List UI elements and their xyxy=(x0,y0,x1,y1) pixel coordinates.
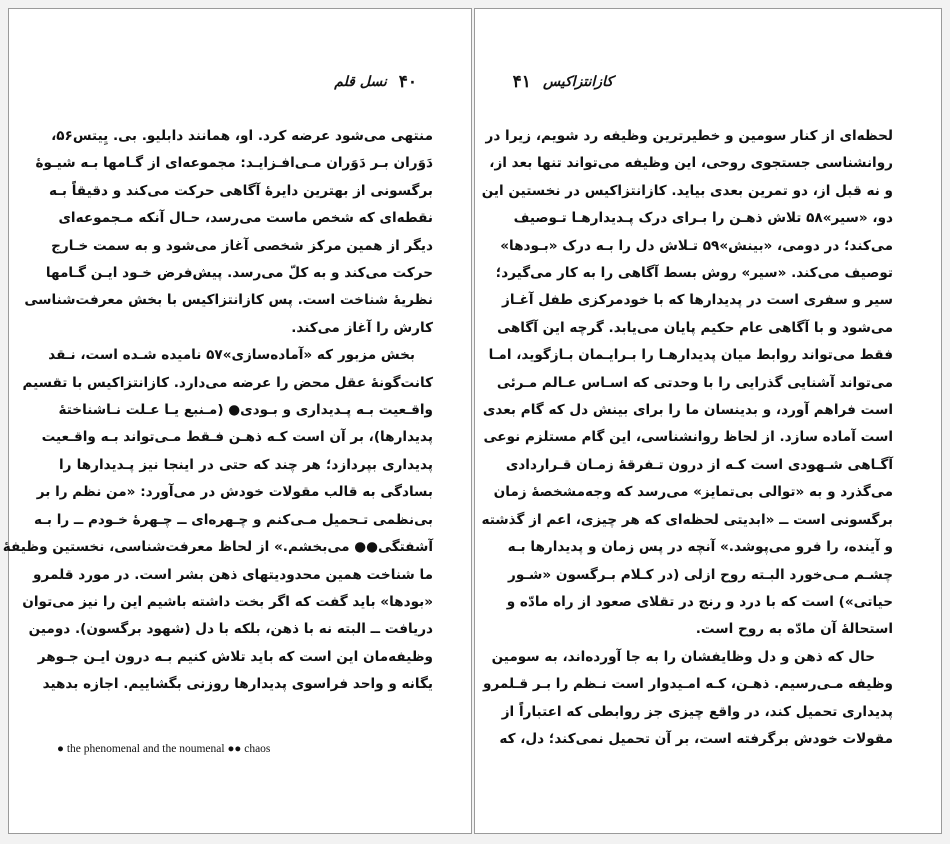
left-page xyxy=(2,8,472,834)
text-line: نقطه‌ای که شخص ماست می‌رسد، حـال آنکه مـجموعه‌ای xyxy=(58,210,433,227)
left-running-head xyxy=(334,69,417,95)
right-body-text xyxy=(481,123,893,753)
text-line: می‌تواند آشنایی گذرایی را با وحدتی که اسـاس عـالم مـرئی xyxy=(496,374,893,391)
text-line: می‌شود و با آگاهی عام حکیم پایان می‌یابد. گرچه این آگاهی xyxy=(497,319,893,336)
text-line: است فراهم آورد، و بدینسان ما را برای بینش دل که گام بعدی xyxy=(482,402,893,419)
text-line: کارش را آغاز می‌کند. xyxy=(291,319,433,336)
text-line: بسادگی به قالب مقولات خودش در می‌آورد: «من نظم را بر xyxy=(36,484,433,501)
text-line: دو، «سیر»۵۸ تلاش ذهـن را بـرای درک پـدیدارهـا تـوصیف xyxy=(513,210,893,227)
text-line: بی‌نظمی تـحمیل مـی‌کنم و چـهره‌ای ــ چـهرهٔ خـودم ــ را بـه xyxy=(33,511,433,528)
text-line: استحالهٔ آن مادّه به روح است. xyxy=(695,621,893,638)
left-body-text xyxy=(2,123,433,699)
text-line: پدیداری تحمیل کند، در واقع چیزی جز روابطی که اعتباراً از xyxy=(501,703,893,720)
text-line: برگسونی از بهترین دایرهٔ آگاهی حرکت می‌کند و دقیقاً بـه xyxy=(48,182,433,199)
text-line: ما شناخت همین محدودیتهای ذهن بشر است. در مورد قلمرو xyxy=(33,566,433,583)
text-line: وظیفه مـی‌رسیم. ذهـن، کـه امـیدوار است نـظم را بـر قـلمرو xyxy=(483,676,893,693)
text-line: «بودها» باید گفت که اگر بخت داشته باشیم این را نیز می‌توان xyxy=(22,593,433,610)
text-line: وظیفه‌مان این است که باید تلاش کنیم بـه درون ایـن جـوهر xyxy=(37,648,433,665)
text-line: روانشناسی جستجوی روحی، این وظیفه می‌تواند تنها بعد از، xyxy=(489,155,893,172)
text-line: آگـاهی شـهودی است کـه از درون تـفرقهٔ زمـان قـراردادی xyxy=(505,456,893,473)
right-page xyxy=(474,8,942,834)
text-line: و نه قبل از، دو تمرین بعدی بیاید. کازانتزاکیس در نخستین این xyxy=(481,182,893,199)
running-title: کازانتزاکیس xyxy=(542,74,613,90)
text-line: منتهی می‌شود عرضه کرد. او، همانند دابلیو. بی. یِیتس‌۵۶، xyxy=(51,128,433,144)
text-line: دیگر از همین مرکز شخصی آغاز می‌شود و به سمت خـارج xyxy=(51,237,433,254)
text-line: سیر و سفری است در پدیدارها که با خودمرکزی طفل آغـاز xyxy=(502,292,893,309)
text-line: پدیدارها)، بر آن است کـه ذهـن فـقط مـی‌تواند بـه واقـعیت xyxy=(41,429,433,446)
page-number: ۴۱ xyxy=(512,72,531,92)
text-line: بخش مزبور که «آماده‌سازی»۵۷ نامیده شـده است، نـقد xyxy=(48,347,415,364)
text-line: حال که ذهن و دل وظایفشان را به جا آورده‌اند، به سومین xyxy=(491,648,875,665)
text-line: برگسونی است ــ «ابدیتی لحظه‌ای که هر چیزی، اعم از گذشته xyxy=(481,511,893,528)
text-line: و آینده، را فرو می‌پوشد.» آنچه در پس زمان و پدیدارها بـه xyxy=(507,539,893,556)
footnote: ● the phenomenal and the noumenal ●● chaos xyxy=(57,743,271,755)
text-line: توصیف می‌کند. «سیر» روش بسط آگاهی را به کار می‌گیرد؛ xyxy=(495,265,893,282)
text-line: مقولات خودش برگرفته است، بر آن تحمیل نمی‌کند؛ دل، که xyxy=(499,730,893,747)
running-title: نسل قلم xyxy=(334,74,387,90)
text-line: می‌گذرد و به «توالی بی‌تمایز» می‌رسد که وجه‌مشخصهٔ زمان xyxy=(493,484,893,501)
text-line: حیاتی») است که با درد و رنج در تقلای صعود از راه مادّه و xyxy=(506,593,893,610)
text-line: حرکت می‌کند و به کلّ می‌رسد. پیش‌فرض خـود ایـن گـامها xyxy=(45,265,433,282)
text-line: دریافت ــ البته نه با ذهن، بلکه با دل (شهود برگسون). دومین xyxy=(28,621,433,638)
text-line: می‌کند؛ در دومی، «بینش»۵۹ تـلاش دل را بـه درک «بـودها» xyxy=(500,237,893,254)
text-line: فقط می‌تواند روابط میان پدیدارهـا را بـرایـمان بـازگوید، امـا xyxy=(488,347,893,364)
text-line: چشـم مـی‌خورد البـته روح ازلی (در کـلام بـرگسون «شـور xyxy=(508,566,893,583)
text-line: لحظه‌ای از کنار سومین و خطیرترین وظیفه رد شویم، زیرا در xyxy=(485,128,893,144)
page-number: ۴۰ xyxy=(398,72,417,92)
text-line: پدیداری بپردازد؛ هر چند که حتی در اینجا نیز پـدیدارها را xyxy=(59,456,433,473)
text-line: یگانه و واحد فراسوی پدیدارها روزنی بگشاییم. اجازه بدهید xyxy=(42,676,433,693)
text-line: دَوَران بـر دَوَران مـی‌افـزایـد: مجموعه‌ای از گـامها بـه شیـوهٔ xyxy=(35,155,433,172)
right-running-head xyxy=(513,69,613,95)
text-line: آشفتگی●● می‌بخشم.» از لحاظ معرفت‌شناسی، نخستین وظیفهٔ xyxy=(2,539,433,556)
text-line: است آماده سازد. از لحاظ روانشناسی، این گام مستلزم نوعی xyxy=(483,429,893,446)
text-line: نظریهٔ شناخت است. پس کازانتزاکیس با بخش معرفت‌شناسی xyxy=(24,292,433,309)
text-line: واقـعیت بـه پـدیداری و بـودی● (مـنبع یـا عـلت نـاشناختهٔ xyxy=(58,402,433,419)
text-line: کانت‌گونهٔ عقل محض را عرضه می‌دارد. کازانتزاکیس با تقسیم xyxy=(22,374,433,391)
